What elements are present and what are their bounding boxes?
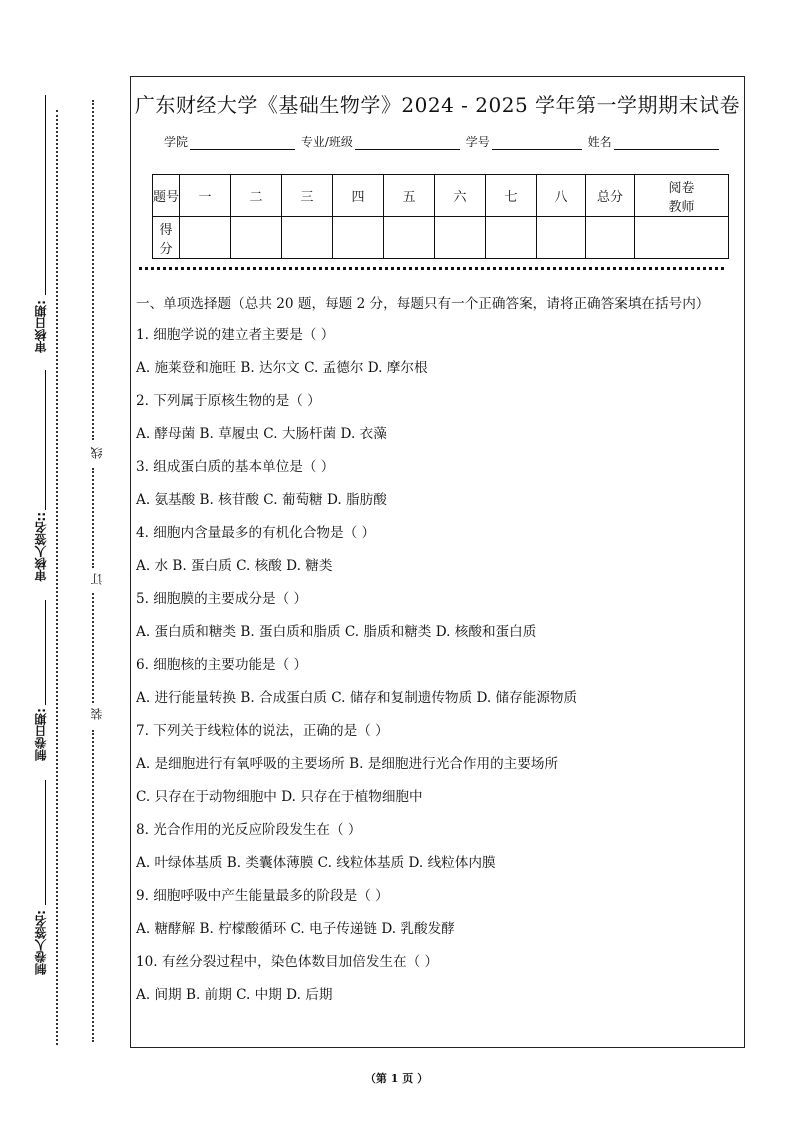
score-cell[interactable] <box>537 217 586 259</box>
score-cell[interactable] <box>180 217 231 259</box>
header-cell: 四 <box>333 175 384 217</box>
header-cell: 五 <box>384 175 435 217</box>
options-line: A. 间期 B. 前期 C. 中期 D. 后期 <box>136 987 333 1003</box>
header-cell: 一 <box>180 175 231 217</box>
student-id-label: 学号 <box>465 135 490 149</box>
score-row-label: 得分 <box>153 217 180 259</box>
name-field[interactable] <box>614 137 719 150</box>
margin-dotted-line-3 <box>92 593 94 703</box>
question-line: 4. 细胞内含量最多的有机化合物是（ ） <box>136 525 376 541</box>
maker-date-line <box>45 600 46 705</box>
exam-frame <box>130 76 745 1048</box>
question-line: 7. 下列关于线粒体的说法，正确的是（ ） <box>136 723 389 739</box>
page-number: （第 1 页 ） <box>364 1072 429 1085</box>
question-line: 10. 有丝分裂过程中，染色体数目加倍发生在（ ） <box>136 954 439 970</box>
options-line: A. 是细胞进行有氧呼吸的主要场所 B. 是细胞进行光合作用的主要场所 <box>136 756 559 772</box>
binding-char-xian: 线 <box>90 447 104 459</box>
dotted-separator <box>139 267 724 270</box>
major-field[interactable] <box>355 137 460 150</box>
section-content <box>136 293 736 1017</box>
question-line: 5. 细胞膜的主要成分是（ ） <box>136 591 308 607</box>
score-cell[interactable] <box>333 217 384 259</box>
reviewer-date-line <box>45 95 46 295</box>
question-line: 8. 光合作用的光反应阶段发生在（ ） <box>136 822 362 838</box>
score-cell[interactable] <box>586 217 635 259</box>
options-line: A. 氨基酸 B. 核苷酸 C. 葡萄糖 D. 脂肪酸 <box>136 492 387 508</box>
reviewer-date-label: 审核日期: <box>34 300 48 353</box>
score-cell[interactable] <box>435 217 486 259</box>
options-line: C. 只存在于动物细胞中 D. 只存在于植物细胞中 <box>136 789 423 805</box>
margin-dotted-line-2 <box>92 468 94 568</box>
binding-char-ding: 订 <box>90 573 104 585</box>
header-cell: 三 <box>282 175 333 217</box>
college-field[interactable] <box>190 137 295 150</box>
binding-char-zhuang: 装 <box>90 708 104 720</box>
major-label: 专业/班级 <box>300 135 353 149</box>
question-line: 6. 细胞核的主要功能是（ ） <box>136 657 308 673</box>
question-line: 2. 下列属于原核生物的是（ ） <box>136 393 321 409</box>
score-cell[interactable] <box>384 217 435 259</box>
name-label: 姓名 <box>587 135 612 149</box>
header-cell: 八 <box>537 175 586 217</box>
question-line: 1. 细胞学说的建立者主要是（ ） <box>136 327 335 343</box>
score-cell[interactable] <box>231 217 282 259</box>
binding-margin <box>0 0 125 1122</box>
student-info-row <box>164 133 721 150</box>
reviewer-sign-line <box>45 370 46 510</box>
maker-date-label: 制卷日期: <box>34 708 48 761</box>
maker-sign-label: 制卷人签名: <box>34 910 48 975</box>
exam-title: 广东财经大学《基础生物学》2024 - 2025 学年第一学期期末试卷 <box>134 93 741 117</box>
header-cell: 题号 <box>153 175 180 217</box>
maker-sign-line <box>45 780 46 905</box>
section-instruction: 一、单项选择题（总共 20 题，每题 2 分，每题只有一个正确答案，请将正确答案填在括号内） <box>136 296 710 312</box>
score-table-score-row <box>153 217 729 259</box>
margin-dotted-line-4 <box>92 730 94 1042</box>
student-id-field[interactable] <box>492 137 582 150</box>
header-cell: 阅卷教师 <box>635 175 729 217</box>
options-line: A. 糖酵解 B. 柠檬酸循环 C. 电子传递链 D. 乳酸发酵 <box>136 921 455 937</box>
options-line: A. 进行能量转换 B. 合成蛋白质 C. 储存和复制遗传物质 D. 储存能源物质 <box>136 690 578 706</box>
options-line: A. 酵母菌 B. 草履虫 C. 大肠杆菌 D. 衣藻 <box>136 426 387 442</box>
reviewer-sign-label: 审核人签名:: <box>34 512 48 582</box>
header-cell: 六 <box>435 175 486 217</box>
score-table <box>152 174 729 259</box>
question-line: 9. 细胞呼吸中产生能量最多的阶段是（ ） <box>136 888 389 904</box>
score-cell[interactable] <box>282 217 333 259</box>
options-line: A. 蛋白质和糖类 B. 蛋白质和脂质 C. 脂质和糖类 D. 核酸和蛋白质 <box>136 624 537 640</box>
header-cell: 七 <box>486 175 537 217</box>
margin-dotted-line-1 <box>92 100 94 440</box>
score-cell[interactable] <box>486 217 537 259</box>
margin-dotted-line-outer <box>56 110 58 1045</box>
question-line: 3. 组成蛋白质的基本单位是（ ） <box>136 459 335 475</box>
college-label: 学院 <box>164 135 189 149</box>
options-line: A. 叶绿体基质 B. 类囊体薄膜 C. 线粒体基质 D. 线粒体内膜 <box>136 855 496 871</box>
score-table-header-row <box>153 175 729 217</box>
options-line: A. 施莱登和施旺 B. 达尔文 C. 孟德尔 D. 摩尔根 <box>136 360 428 376</box>
options-line: A. 水 B. 蛋白质 C. 核酸 D. 糖类 <box>136 558 333 574</box>
header-cell: 二 <box>231 175 282 217</box>
header-cell: 总分 <box>586 175 635 217</box>
score-cell[interactable] <box>635 217 729 259</box>
